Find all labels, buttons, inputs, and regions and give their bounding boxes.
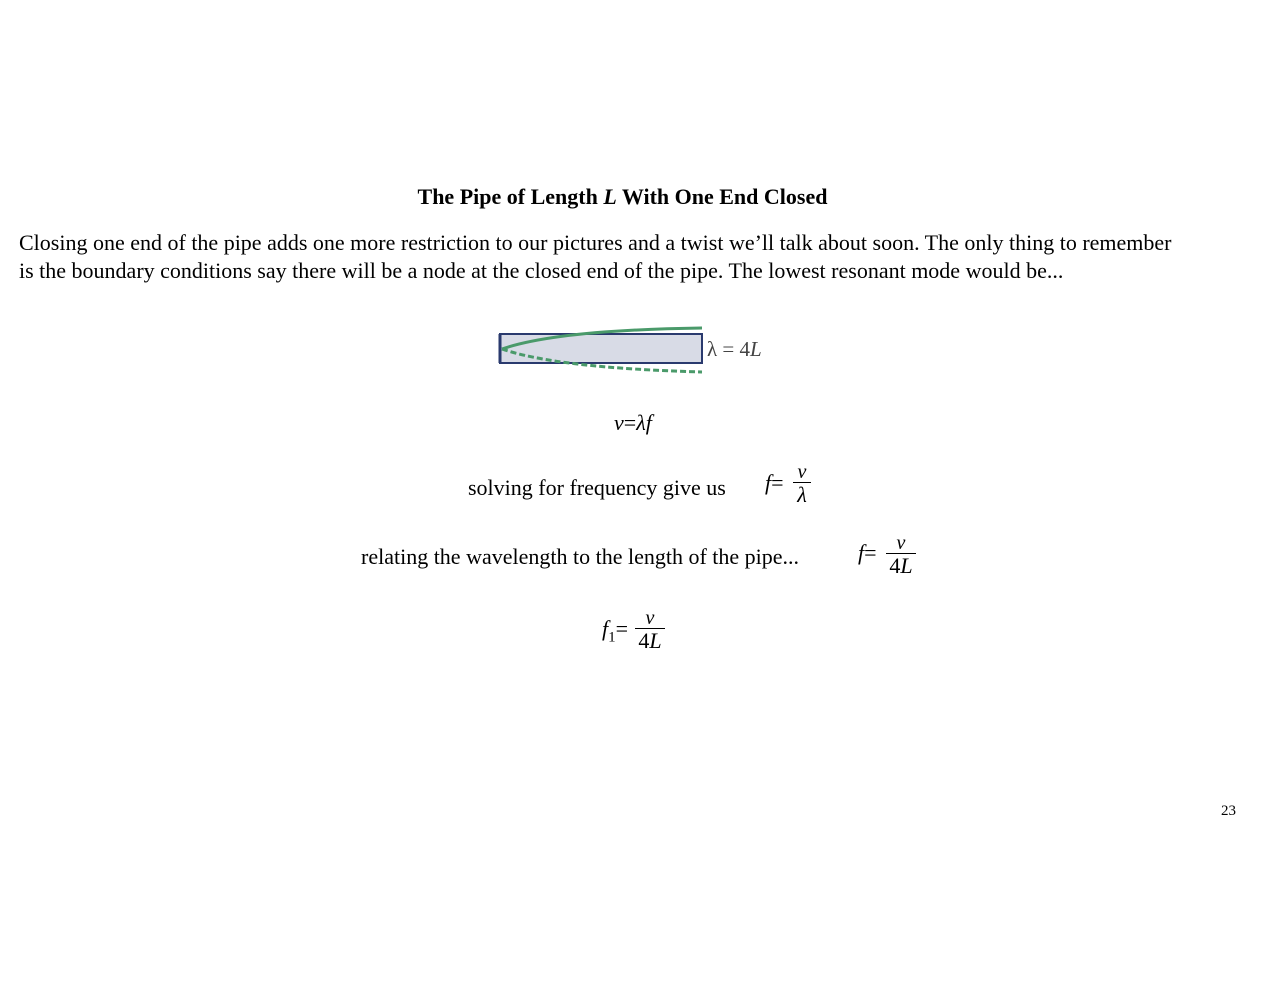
- fundamental-fraction: [635, 608, 665, 653]
- pipe-figure: [497, 322, 787, 378]
- fundamental-numerator: v: [645, 607, 655, 629]
- title-variable: L: [603, 184, 617, 209]
- relating-text: relating the wavelength to the length of the pipe...: [361, 544, 800, 569]
- wave-eq-lambda: λ: [636, 410, 646, 435]
- solving-equation-lhs: f=: [765, 470, 784, 495]
- solving-fraction: [793, 462, 811, 507]
- paragraph-line-2: is the boundary conditions say there will be a node at the closed end of the pipe. The lowest resonant mode would be...: [19, 258, 1064, 283]
- intro-paragraph: [19, 229, 1269, 285]
- wave-equation: [614, 410, 652, 436]
- wave-eq-v: v: [614, 410, 624, 435]
- wavelength-label: λ = 4L: [707, 337, 762, 361]
- solving-numerator: v: [797, 461, 807, 483]
- relating-denominator: 4L: [889, 553, 913, 578]
- paragraph-line-1: Closing one end of the pipe adds one more restriction to our pictures and a twist we’ll talk about soon. The only thing to remember: [19, 230, 1172, 255]
- title-suffix: With One End Closed: [616, 184, 828, 209]
- fundamental-equation-lhs: $f_1=$: [602, 616, 629, 646]
- title-prefix: The Pipe of Length: [417, 184, 604, 209]
- pipe-body: [500, 334, 702, 363]
- relating-numerator: v: [896, 532, 906, 554]
- wave-eq-f: f: [645, 410, 652, 435]
- solving-denominator: λ: [797, 482, 807, 507]
- relating-equation-lhs: f=: [858, 540, 877, 565]
- page-number: 23: [1221, 803, 1236, 819]
- relating-fraction: [886, 533, 916, 578]
- page-title: [0, 184, 1245, 210]
- fundamental-denominator: 4L: [638, 628, 662, 653]
- solving-text: solving for frequency give us: [468, 475, 726, 500]
- wave-eq-equals: =: [623, 410, 637, 435]
